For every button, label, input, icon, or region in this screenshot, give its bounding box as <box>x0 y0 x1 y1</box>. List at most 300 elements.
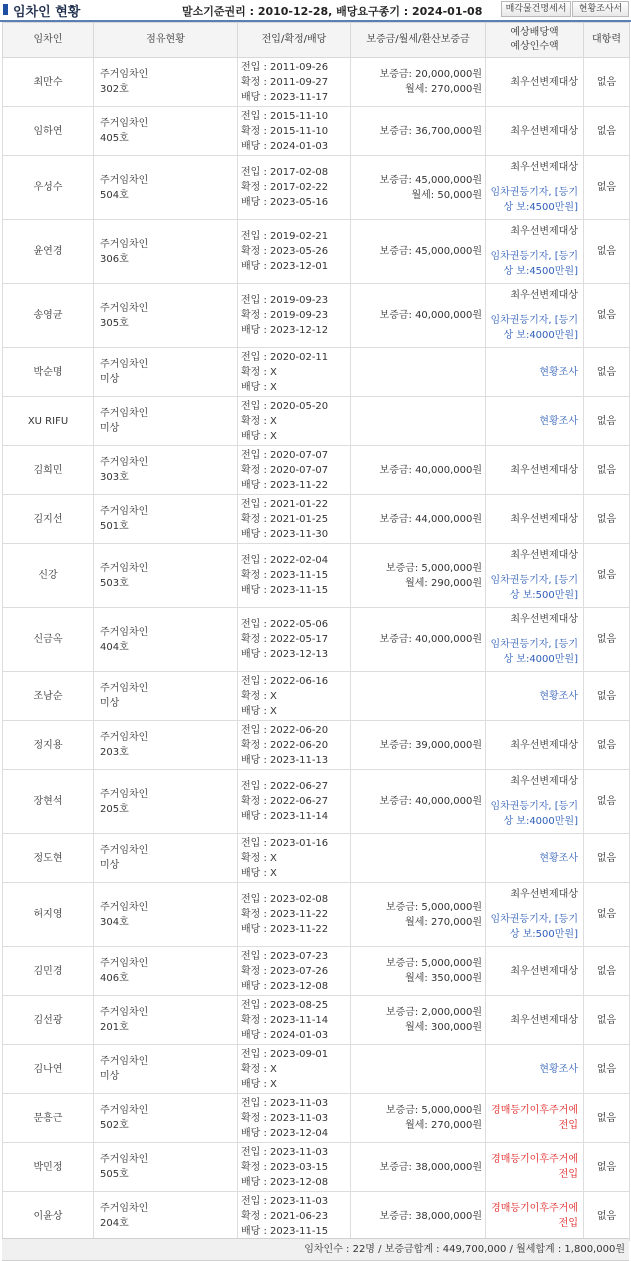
table-row <box>3 284 630 348</box>
deposit-cell-line: 보증금: 40,000,000원 <box>379 464 482 476</box>
dates-cell-line: 전입 : 2023-11-03 <box>241 1195 329 1207</box>
occupancy-cell-line: 주거임차인 <box>100 562 149 574</box>
expected-link[interactable]: 상 보:4000만원] <box>503 330 578 341</box>
table-row <box>3 1192 630 1241</box>
spacer <box>486 627 578 637</box>
dates-cell-line: 배당 : X <box>241 1078 277 1090</box>
occupancy-cell-line: 405호 <box>100 133 129 144</box>
table-row <box>3 348 630 397</box>
expected-warning: 경매등기이후주거에 <box>491 1105 578 1116</box>
occupancy-cell <box>94 770 238 834</box>
dates-cell <box>238 672 351 721</box>
expected-cell <box>486 284 584 348</box>
occupancy-cell <box>94 284 238 348</box>
expected-text: 최우선변제대상 <box>510 965 578 977</box>
dates-cell-line: 전입 : 2023-07-23 <box>241 950 329 962</box>
table-row <box>3 721 630 770</box>
dates-cell-line: 배당 : 2023-11-13 <box>241 754 329 766</box>
deposit-cell <box>351 672 486 721</box>
tenant-name: 조남순 <box>3 672 94 721</box>
expected-text: 최우선변제대상 <box>510 290 578 301</box>
opposition-cell: 없음 <box>584 608 630 672</box>
occupancy-cell <box>94 1045 238 1094</box>
dates-cell <box>238 397 351 446</box>
occupancy-cell-line: 204호 <box>100 1218 129 1229</box>
dates-cell-line: 확정 : 2020-07-07 <box>241 464 329 476</box>
tenant-name: 김선광 <box>3 996 94 1045</box>
opposition-cell: 없음 <box>584 1143 630 1192</box>
dates-cell-line: 전입 : 2022-06-27 <box>241 781 329 792</box>
deposit-cell <box>351 883 486 947</box>
dates-cell <box>238 446 351 495</box>
occupancy-cell <box>94 220 238 284</box>
deposit-cell-line: 보증금: 40,000,000원 <box>379 310 482 321</box>
section-header <box>0 0 631 22</box>
dates-cell-line: 확정 : 2023-07-26 <box>241 965 329 977</box>
dates-cell-line: 배당 : 2023-05-16 <box>241 197 329 208</box>
expected-link[interactable]: 상 보:500만원] <box>509 590 578 601</box>
dates-cell <box>238 947 351 996</box>
expected-link[interactable]: 상 보:500만원] <box>509 929 578 940</box>
deposit-cell-line: 보증금: 20,000,000원 <box>379 69 482 80</box>
occupancy-cell <box>94 348 238 397</box>
dates-cell-line: 확정 : 2022-06-27 <box>241 796 329 807</box>
dates-cell-line: 전입 : 2023-02-08 <box>241 894 329 905</box>
expected-link[interactable]: 임차권등기자, [등기 <box>490 914 578 925</box>
deposit-cell <box>351 1143 486 1192</box>
table-header-row <box>3 23 630 58</box>
deposit-cell-line: 보증금: 5,000,000원 <box>385 1105 482 1116</box>
occupancy-cell <box>94 721 238 770</box>
occupancy-cell <box>94 1143 238 1192</box>
spacer <box>486 902 578 912</box>
occupancy-cell-line: 주거임차인 <box>100 788 149 800</box>
expected-link[interactable]: 임차권등기자, [등기 <box>490 575 578 586</box>
deposit-cell <box>351 1045 486 1094</box>
deposit-cell-line: 보증금: 44,000,000원 <box>379 513 482 525</box>
expected-text: 최우선변제대상 <box>510 464 578 476</box>
expected-text: 최우선변제대상 <box>510 513 578 525</box>
tenant-name: 정도현 <box>3 834 94 883</box>
deposit-cell-line: 보증금: 40,000,000원 <box>379 796 482 807</box>
expected-text: 최우선변제대상 <box>510 776 578 787</box>
expected-text: 최우선변제대상 <box>510 125 578 137</box>
tenant-name: 김나연 <box>3 1045 94 1094</box>
occupancy-cell <box>94 834 238 883</box>
expected-link[interactable]: 현황조사 <box>539 415 578 427</box>
occupancy-cell-line: 주거임차인 <box>100 1056 149 1067</box>
dates-cell-line: 전입 : 2023-11-03 <box>241 1146 329 1158</box>
dates-cell-line: 전입 : 2022-02-04 <box>241 555 329 566</box>
dates-cell-line: 확정 : 2017-02-22 <box>241 182 329 193</box>
occupancy-cell <box>94 996 238 1045</box>
dates-cell-line: 확정 : 2023-11-22 <box>241 909 329 920</box>
dates-cell <box>238 156 351 220</box>
tenant-name: 최만수 <box>3 58 94 107</box>
expected-link[interactable]: 상 보:4000만원] <box>503 654 578 665</box>
table-row <box>3 397 630 446</box>
dates-cell-line: 배당 : 2023-11-22 <box>241 924 329 935</box>
dates-cell-line: 확정 : X <box>241 1063 277 1075</box>
dates-cell-line: 확정 : 2019-09-23 <box>241 310 329 321</box>
occupancy-cell-line: 505호 <box>100 1169 129 1180</box>
table-row <box>3 770 630 834</box>
dates-cell <box>238 834 351 883</box>
survey-report-button[interactable]: 현황조사서 <box>572 1 629 17</box>
occupancy-cell-line: 주거임차인 <box>100 1203 149 1214</box>
expected-cell <box>486 495 584 544</box>
table-row <box>3 495 630 544</box>
occupancy-cell <box>94 1192 238 1241</box>
dates-cell-line: 확정 : 2023-11-14 <box>241 1014 329 1026</box>
table-row <box>3 220 630 284</box>
opposition-cell: 없음 <box>584 397 630 446</box>
tenant-name: 박민정 <box>3 1143 94 1192</box>
tenant-name: 윤연경 <box>3 220 94 284</box>
deposit-cell <box>351 284 486 348</box>
dates-cell <box>238 107 351 156</box>
deposit-cell-line: 보증금: 5,000,000원 <box>385 901 482 913</box>
dates-cell <box>238 220 351 284</box>
col-header-deposit: 보증금/월세/환산보증금 <box>351 23 486 58</box>
deposit-cell-line: 보증금: 39,000,000원 <box>379 739 482 751</box>
opposition-cell: 없음 <box>584 58 630 107</box>
table-body <box>3 58 630 1241</box>
table-row <box>3 672 630 721</box>
occupancy-cell-line: 303호 <box>100 472 129 483</box>
deposit-cell <box>351 544 486 608</box>
tenant-name: 임하연 <box>3 107 94 156</box>
deposit-cell <box>351 1192 486 1241</box>
deposit-cell-line: 월세: 270,000원 <box>405 84 482 95</box>
deposit-cell-line: 월세: 270,000원 <box>405 1120 482 1131</box>
expected-warning: 전입 <box>558 1169 578 1180</box>
opposition-cell: 없음 <box>584 220 630 284</box>
dates-cell-line: 확정 : 2022-06-20 <box>241 739 329 751</box>
occupancy-cell-line: 306호 <box>100 253 129 265</box>
occupancy-cell-line: 주거임차인 <box>100 732 149 743</box>
tenant-name: 송영균 <box>3 284 94 348</box>
occupancy-cell <box>94 397 238 446</box>
dates-cell-line: 전입 : 2022-05-06 <box>241 619 329 630</box>
dates-cell-line: 확정 : 2021-06-23 <box>241 1210 329 1222</box>
tenant-name: 신금옥 <box>3 608 94 672</box>
expected-link[interactable]: 현황조사 <box>539 852 578 864</box>
opposition-cell: 없음 <box>584 834 630 883</box>
dates-cell-line: 확정 : X <box>241 415 277 427</box>
occupancy-cell-line: 미상 <box>100 423 120 434</box>
deposit-cell <box>351 770 486 834</box>
occupancy-cell-line: 302호 <box>100 84 129 95</box>
dates-cell-line: 배당 : 2023-12-04 <box>241 1127 329 1139</box>
dates-cell-line: 전입 : 2019-09-23 <box>241 295 329 306</box>
dates-cell <box>238 1045 351 1094</box>
deposit-cell <box>351 608 486 672</box>
dates-cell-line: 배당 : 2023-11-30 <box>241 528 329 540</box>
dates-cell-line: 전입 : 2019-02-21 <box>241 231 329 242</box>
deposit-cell-line: 보증금: 45,000,000원 <box>379 174 482 186</box>
dates-cell-line: 배당 : 2023-12-13 <box>241 649 329 660</box>
tenant-name: 우성수 <box>3 156 94 220</box>
table-row <box>3 996 630 1045</box>
deposit-cell-line: 월세: 270,000원 <box>405 916 482 928</box>
dates-cell-line: 배당 : X <box>241 705 277 717</box>
expected-cell <box>486 996 584 1045</box>
expected-cell <box>486 397 584 446</box>
expected-link[interactable]: 임차권등기자, [등기 <box>490 187 578 198</box>
deposit-cell <box>351 721 486 770</box>
expected-text: 최우선변제대상 <box>510 739 578 751</box>
occupancy-cell <box>94 107 238 156</box>
dates-cell-line: 배당 : X <box>241 430 277 442</box>
expected-cell <box>486 770 584 834</box>
col-header-occupancy: 점유현황 <box>94 23 238 58</box>
deposit-cell <box>351 834 486 883</box>
tenant-name: 신강 <box>3 544 94 608</box>
occupancy-cell <box>94 608 238 672</box>
dates-cell-line: 배당 : 2024-01-03 <box>241 1029 329 1041</box>
expected-cell <box>486 1192 584 1241</box>
deposit-cell-line: 월세: 350,000원 <box>405 973 482 984</box>
dates-cell <box>238 883 351 947</box>
expected-text: 최우선변제대상 <box>510 76 578 88</box>
table-row <box>3 947 630 996</box>
dates-cell-line: 확정 : X <box>241 690 277 702</box>
table-row <box>3 107 630 156</box>
table-row <box>3 608 630 672</box>
expected-text: 최우선변제대상 <box>510 614 578 625</box>
opposition-cell: 없음 <box>584 1094 630 1143</box>
occupancy-cell <box>94 58 238 107</box>
expected-link[interactable]: 임차권등기자, [등기 <box>490 639 578 650</box>
deposit-cell-line: 월세: 50,000원 <box>411 189 482 201</box>
summary-text: 임차인수 : 22명 / 보증금합계 : 449,700,000 / 월세합계 : 1,800,000원 <box>304 1244 625 1255</box>
dates-cell-line: 확정 : 2023-03-15 <box>241 1161 329 1173</box>
dates-cell <box>238 608 351 672</box>
section-bullet-icon <box>3 4 8 15</box>
section-title: 임차인 현황 <box>13 5 81 20</box>
dates-cell-line: 전입 : 2020-05-20 <box>241 400 329 412</box>
dates-cell-line: 확정 : 2023-11-15 <box>241 570 329 581</box>
dates-cell <box>238 348 351 397</box>
deposit-cell-line: 보증금: 38,000,000원 <box>379 1210 482 1222</box>
expected-link[interactable]: 상 보:4500만원] <box>503 202 578 213</box>
expected-link[interactable]: 상 보:4000만원] <box>503 816 578 827</box>
dates-cell-line: 배당 : 2023-12-01 <box>241 261 329 272</box>
deposit-cell-line: 보증금: 45,000,000원 <box>379 246 482 257</box>
expected-link[interactable]: 현황조사 <box>539 690 578 702</box>
expected-cell <box>486 608 584 672</box>
occupancy-cell-line: 주거임차인 <box>100 901 149 913</box>
deposit-cell <box>351 220 486 284</box>
opposition-cell: 없음 <box>584 107 630 156</box>
occupancy-cell <box>94 156 238 220</box>
deposit-cell <box>351 156 486 220</box>
expected-cell <box>486 1045 584 1094</box>
dates-cell-line: 배당 : 2024-01-03 <box>241 140 329 152</box>
spacer <box>486 239 578 249</box>
dates-cell-line: 배당 : 2023-12-12 <box>241 325 329 336</box>
occupancy-cell <box>94 495 238 544</box>
col-header-tenant: 임차인 <box>3 23 94 58</box>
deposit-cell <box>351 348 486 397</box>
opposition-cell: 없음 <box>584 947 630 996</box>
dates-cell-line: 확정 : 2022-05-17 <box>241 634 329 645</box>
occupancy-cell-line: 주거임차인 <box>100 238 149 250</box>
deposit-cell-line: 월세: 300,000원 <box>405 1022 482 1033</box>
opposition-cell: 없음 <box>584 1192 630 1241</box>
expected-cell <box>486 220 584 284</box>
table-row <box>3 883 630 947</box>
opposition-cell: 없음 <box>584 996 630 1045</box>
spacer <box>486 789 578 799</box>
occupancy-cell-line: 주거임차인 <box>100 683 149 694</box>
expected-link[interactable]: 임차권등기자, [등기 <box>490 315 578 326</box>
expected-link[interactable]: 임차권등기자, [등기 <box>490 801 578 812</box>
expected-link[interactable]: 임차권등기자, [등기 <box>490 251 578 262</box>
dates-cell-line: 배당 : X <box>241 867 277 879</box>
col-header-dates: 전입/확정/배당 <box>238 23 351 58</box>
occupancy-cell-line: 주거임차인 <box>100 69 149 80</box>
dates-cell <box>238 721 351 770</box>
dates-cell-line: 전입 : 2015-11-10 <box>241 110 329 122</box>
table-row <box>3 1045 630 1094</box>
opposition-cell: 없음 <box>584 348 630 397</box>
opposition-cell: 없음 <box>584 721 630 770</box>
spacer <box>486 563 578 573</box>
dates-cell-line: 전입 : 2022-06-20 <box>241 724 329 736</box>
expected-link[interactable]: 현황조사 <box>539 1063 578 1075</box>
occupancy-cell-line: 502호 <box>100 1120 129 1131</box>
dates-cell-line: 전입 : 2020-07-07 <box>241 449 329 461</box>
expected-text: 최우선변제대상 <box>510 226 578 237</box>
expected-cell <box>486 672 584 721</box>
occupancy-cell-line: 304호 <box>100 916 129 928</box>
occupancy-cell <box>94 947 238 996</box>
expected-warning: 경매등기이후주거에 <box>491 1203 578 1214</box>
dates-cell-line: 배당 : 2023-12-08 <box>241 1176 329 1188</box>
occupancy-cell-line: 404호 <box>100 641 129 653</box>
expected-text: 최우선변제대상 <box>510 1014 578 1026</box>
occupancy-cell-line: 주거임차인 <box>100 359 149 370</box>
opposition-cell: 없음 <box>584 544 630 608</box>
expected-cell <box>486 107 584 156</box>
occupancy-cell-line: 주거임차인 <box>100 302 149 314</box>
deposit-cell-line: 보증금: 5,000,000원 <box>385 562 482 574</box>
tenant-name: 허지영 <box>3 883 94 947</box>
occupancy-cell-line: 주거임차인 <box>100 1105 149 1116</box>
expected-label: 예상배당액 예상인수액 <box>510 27 559 52</box>
occupancy-cell <box>94 544 238 608</box>
tenant-name: 김지선 <box>3 495 94 544</box>
expected-warning: 전입 <box>558 1218 578 1229</box>
tenant-name: 김민경 <box>3 947 94 996</box>
opposition-cell: 없음 <box>584 284 630 348</box>
dates-cell-line: 확정 : 2011-09-27 <box>241 76 329 88</box>
table-row <box>3 1094 630 1143</box>
opposition-cell: 없음 <box>584 1045 630 1094</box>
deposit-cell-line: 보증금: 40,000,000원 <box>379 634 482 645</box>
occupancy-cell-line: 주거임차인 <box>100 408 149 419</box>
dates-cell <box>238 996 351 1045</box>
expected-cell <box>486 544 584 608</box>
expected-link[interactable]: 현황조사 <box>539 366 578 378</box>
expected-cell <box>486 348 584 397</box>
deposit-cell-line: 월세: 290,000원 <box>405 577 482 589</box>
expected-cell <box>486 446 584 495</box>
tenant-name: 김희민 <box>3 446 94 495</box>
tenant-name: 정지용 <box>3 721 94 770</box>
opposition-cell: 없음 <box>584 156 630 220</box>
occupancy-cell-line: 203호 <box>100 747 129 758</box>
expected-warning: 전입 <box>558 1120 578 1131</box>
table-row <box>3 834 630 883</box>
expected-cell <box>486 721 584 770</box>
opposition-cell: 없음 <box>584 770 630 834</box>
dates-cell-line: 확정 : X <box>241 366 277 378</box>
expected-warning: 경매등기이후주거에 <box>491 1154 578 1165</box>
deposit-cell <box>351 397 486 446</box>
tenant-table <box>2 22 630 1241</box>
dates-cell-line: 배당 : 2023-11-15 <box>241 1225 329 1237</box>
expected-cell <box>486 947 584 996</box>
dates-cell-line: 전입 : 2017-02-08 <box>241 167 329 178</box>
expected-cell <box>486 58 584 107</box>
occupancy-cell-line: 미상 <box>100 698 120 709</box>
spacer <box>486 175 578 185</box>
table-row <box>3 446 630 495</box>
deposit-cell-line: 보증금: 38,000,000원 <box>379 1161 482 1173</box>
dates-cell <box>238 58 351 107</box>
table-row <box>3 58 630 107</box>
dates-cell-line: 전입 : 2023-01-16 <box>241 837 329 849</box>
opposition-cell: 없음 <box>584 883 630 947</box>
occupancy-cell-line: 503호 <box>100 577 129 589</box>
expected-text: 최우선변제대상 <box>510 550 578 561</box>
expected-cell <box>486 883 584 947</box>
expected-text: 최우선변제대상 <box>510 162 578 173</box>
tenant-name: 장현석 <box>3 770 94 834</box>
expected-cell <box>486 1143 584 1192</box>
dates-cell-line: 확정 : X <box>241 852 277 864</box>
deposit-cell <box>351 107 486 156</box>
table-row <box>3 156 630 220</box>
occupancy-cell-line: 504호 <box>100 189 129 201</box>
occupancy-cell-line: 주거임차인 <box>100 958 149 969</box>
occupancy-cell-line: 201호 <box>100 1022 129 1033</box>
dates-cell <box>238 770 351 834</box>
deposit-cell <box>351 58 486 107</box>
occupancy-cell-line: 주거임차인 <box>100 626 149 638</box>
sale-statement-button[interactable]: 매각물건명세서 <box>501 1 571 17</box>
opposition-cell: 없음 <box>584 495 630 544</box>
expected-cell <box>486 834 584 883</box>
reference-dates: 말소기준권리 : 2010-12-28, 배당요구종기 : 2024-01-08 <box>182 5 483 18</box>
deposit-cell-line: 보증금: 2,000,000원 <box>385 1007 482 1018</box>
deposit-cell <box>351 446 486 495</box>
dates-cell-line: 배당 : 2023-11-17 <box>241 91 329 103</box>
tenant-name: XU RIFU <box>3 397 94 446</box>
tenant-name: 박순명 <box>3 348 94 397</box>
dates-cell-line: 배당 : X <box>241 381 277 393</box>
occupancy-cell <box>94 1094 238 1143</box>
occupancy-cell <box>94 446 238 495</box>
expected-cell <box>486 156 584 220</box>
dates-cell <box>238 1094 351 1143</box>
occupancy-cell-line: 주거임차인 <box>100 174 149 186</box>
occupancy-cell <box>94 672 238 721</box>
expected-link[interactable]: 상 보:4500만원] <box>503 266 578 277</box>
